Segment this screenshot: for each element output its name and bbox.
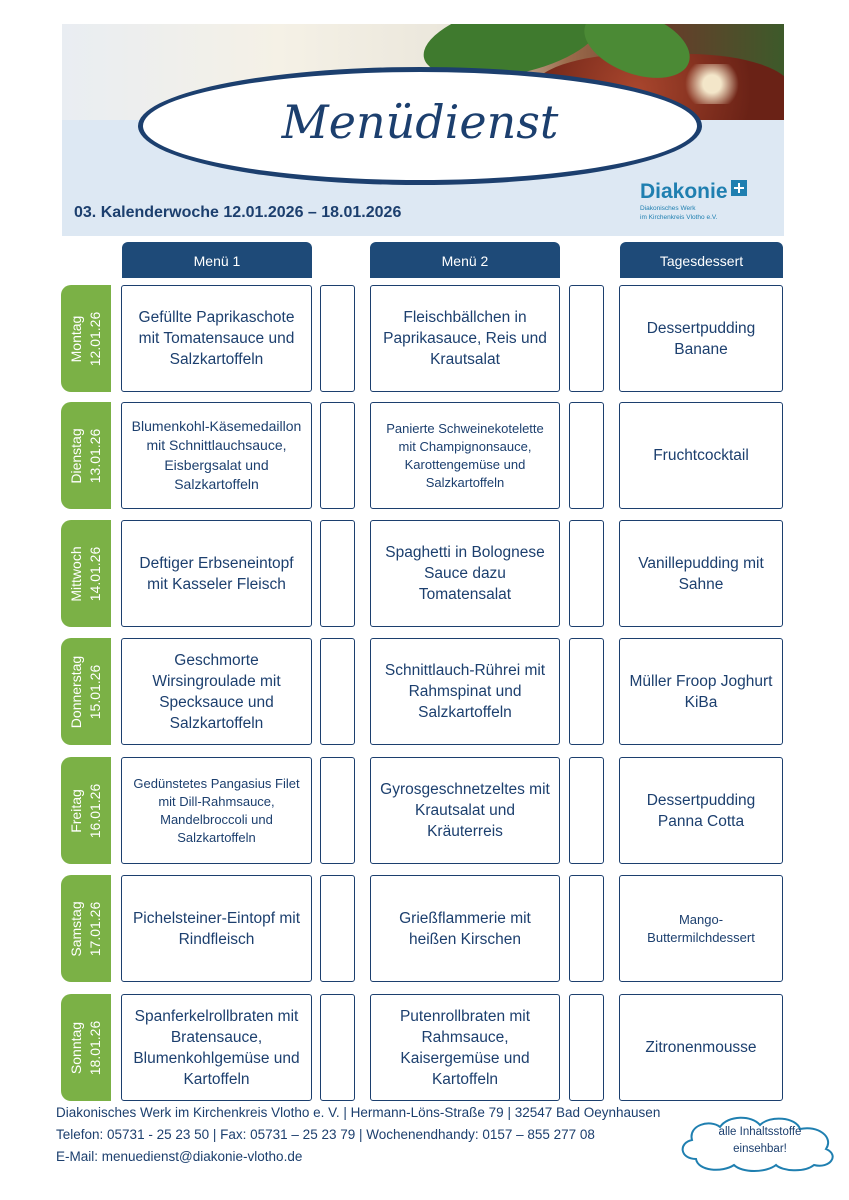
menu2-order-box[interactable] <box>569 875 604 982</box>
dessert-cell: Dessertpudding Banane <box>619 285 783 392</box>
menu2-order-box[interactable] <box>569 757 604 864</box>
menu1-order-box[interactable] <box>320 638 355 745</box>
menu2-order-box[interactable] <box>569 402 604 509</box>
day-name: Freitag <box>68 788 84 833</box>
menu1-cell: Geschmorte Wirsingroulade mit Specksauce und Salzkartoffeln <box>121 638 312 745</box>
menu2-cell: Schnittlauch-Rührei mit Rahmspinat und Salzkartoffeln <box>370 638 560 745</box>
cross-icon <box>731 180 747 196</box>
day-name: Sonntag <box>68 1021 84 1074</box>
menu1-cell: Pichelsteiner-Eintopf mit Rindfleisch <box>121 875 312 982</box>
dessert-cell: Zitronenmousse <box>619 994 783 1101</box>
footer-address: Diakonisches Werk im Kirchenkreis Vlotho e. V. | Hermann-Löns-Straße 79 | 32547 Bad Oeynhausen <box>56 1105 661 1120</box>
menu1-cell: Gefüllte Paprikaschote mit Tomatensauce und Salzkartoffeln <box>121 285 312 392</box>
menu1-order-box[interactable] <box>320 520 355 627</box>
menu1-order-box[interactable] <box>320 994 355 1101</box>
day-tab <box>61 285 111 392</box>
menu2-cell: Gyrosgeschnetzeltes mit Krautsalat und Kräuterreis <box>370 757 560 864</box>
day-tab <box>61 757 111 864</box>
day-name: Donnerstag <box>68 655 84 728</box>
menu1-order-box[interactable] <box>320 757 355 864</box>
day-date: 12.01.26 <box>87 311 103 366</box>
menu1-order-box[interactable] <box>320 402 355 509</box>
day-tab <box>61 638 111 745</box>
day-tab <box>61 875 111 982</box>
day-date: 14.01.26 <box>87 546 103 601</box>
dessert-cell: Vanillepudding mit Sahne <box>619 520 783 627</box>
diakonie-logo <box>640 180 780 222</box>
dessert-cell: Müller Froop Joghurt KiBa <box>619 638 783 745</box>
day-name: Dienstag <box>68 427 84 484</box>
day-label <box>67 655 105 727</box>
day-date: 18.01.26 <box>87 1020 103 1075</box>
logo-sub-1: Diakonisches Werk <box>640 205 696 212</box>
dessert-cell: Mango-Buttermilchdessert <box>619 875 783 982</box>
day-label <box>67 546 105 601</box>
menu2-order-box[interactable] <box>569 994 604 1101</box>
day-tab <box>61 402 111 509</box>
day-date: 15.01.26 <box>87 664 103 719</box>
menu1-cell: Gedünstetes Pangasius Filet mit Dill-Rahmsauce, Mandelbroccoli und Salzkartoffeln <box>121 757 312 864</box>
dessert-cell: Dessertpudding Panna Cotta <box>619 757 783 864</box>
column-header-menu2: Menü 2 <box>370 242 560 278</box>
day-label <box>67 901 105 956</box>
column-header-dessert: Tagesdessert <box>620 242 783 278</box>
logo-sub-2: im Kirchenkreis Vlotho e.V. <box>640 214 718 221</box>
day-tab <box>61 520 111 627</box>
footer-email: E-Mail: menuedienst@diakonie-vlotho.de <box>56 1149 303 1164</box>
menu1-order-box[interactable] <box>320 875 355 982</box>
column-header-menu1: Menü 1 <box>122 242 312 278</box>
menu2-cell: Spaghetti in Bolognese Sauce dazu Tomatensalat <box>370 520 560 627</box>
day-label <box>67 1020 105 1075</box>
menu2-order-box[interactable] <box>569 520 604 627</box>
cloud-line-1: alle Inhaltsstoffe <box>718 1126 802 1138</box>
footer-contact: Telefon: 05731 - 25 23 50 | Fax: 05731 – 25 23 79 | Wochenendhandy: 0157 – 855 277 08 <box>56 1127 595 1142</box>
day-label <box>67 311 105 366</box>
page-title: Menüdienst <box>281 95 559 149</box>
menu1-cell: Blumenkohl-Käsemedaillon mit Schnittlauchsauce, Eisbergsalat und Salzkartoffeln <box>121 402 312 509</box>
menu2-cell: Grießflammerie mit heißen Kirschen <box>370 875 560 982</box>
menu1-cell: Spanferkelrollbraten mit Bratensauce, Blumenkohlgemüse und Kartoffeln <box>121 994 312 1101</box>
menu1-cell: Deftiger Erbseneintopf mit Kasseler Fleisch <box>121 520 312 627</box>
menu2-cell: Putenrollbraten mit Rahmsauce, Kaisergemüse und Kartoffeln <box>370 994 560 1101</box>
week-label: 03. Kalenderwoche 12.01.2026 – 18.01.2026 <box>74 204 402 221</box>
menu2-cell: Fleischbällchen in Paprikasauce, Reis und Krautsalat <box>370 285 560 392</box>
day-date: 16.01.26 <box>87 783 103 838</box>
menu1-order-box[interactable] <box>320 285 355 392</box>
menu2-order-box[interactable] <box>569 285 604 392</box>
dessert-cell: Fruchtcocktail <box>619 402 783 509</box>
menu2-order-box[interactable] <box>569 638 604 745</box>
cloud-note <box>676 1124 844 1158</box>
day-date: 17.01.26 <box>87 901 103 956</box>
menu2-cell: Panierte Schweinekotelette mit Champignonsauce, Karottengemüse und Salzkartoffeln <box>370 402 560 509</box>
day-label <box>67 428 105 483</box>
day-name: Samstag <box>68 900 84 957</box>
day-name: Montag <box>68 315 84 362</box>
day-date: 13.01.26 <box>87 428 103 483</box>
day-tab <box>61 994 111 1101</box>
day-name: Mittwoch <box>68 545 84 602</box>
cloud-line-2: einsehbar! <box>733 1143 787 1155</box>
day-label <box>67 783 105 838</box>
logo-name: Diakonie <box>640 180 728 203</box>
